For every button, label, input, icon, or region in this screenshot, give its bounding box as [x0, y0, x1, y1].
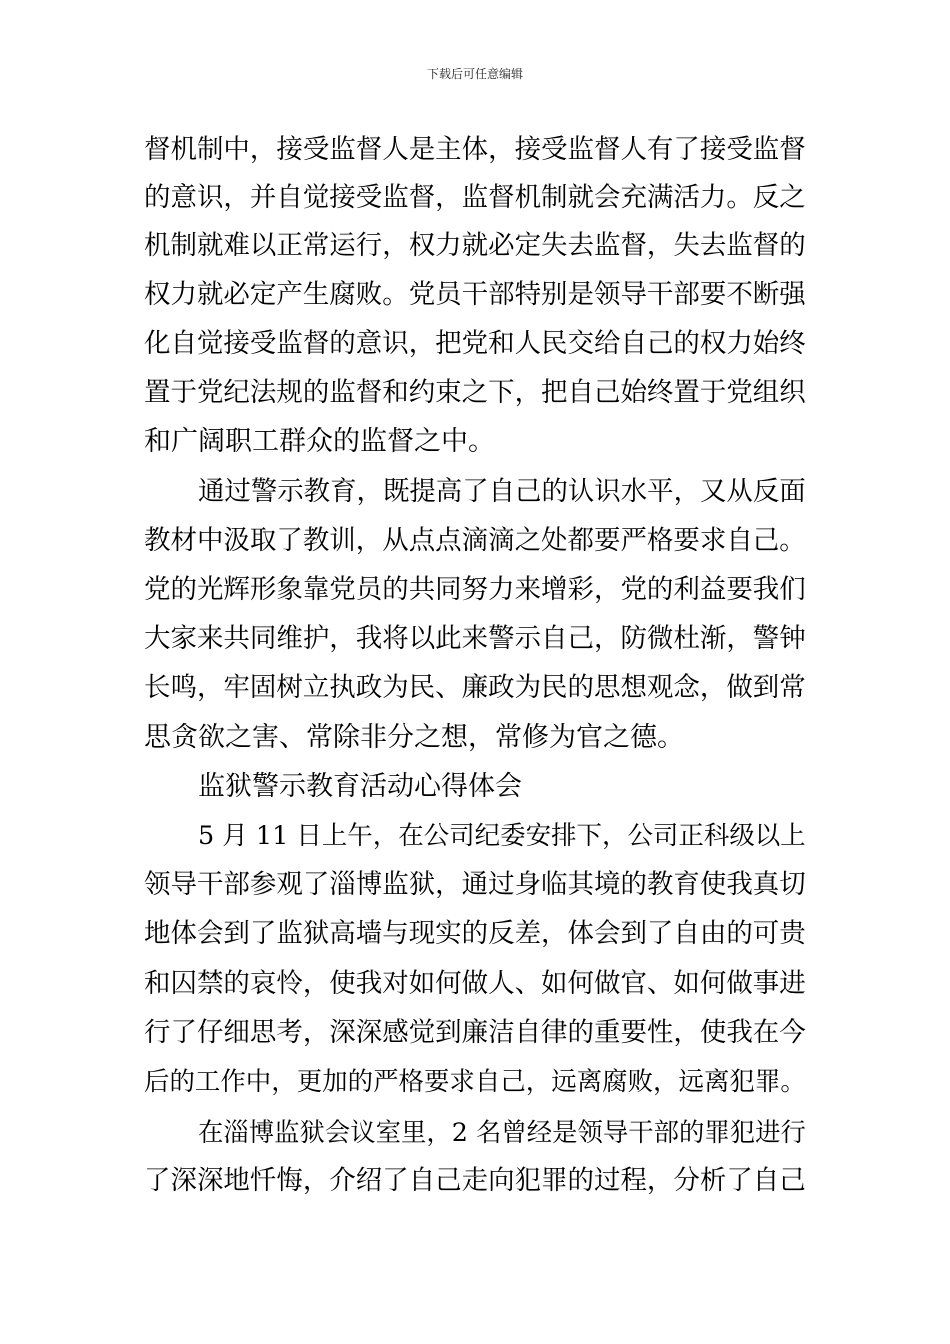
line-text: 5 月 11 日上午，在公司纪委安排下，公司正科级以上	[198, 821, 806, 851]
text-line	[0, 964, 950, 1004]
text-line	[0, 226, 950, 266]
text-line	[0, 914, 950, 954]
text-line	[0, 1161, 950, 1201]
text-line	[0, 1062, 950, 1102]
text-line	[0, 865, 950, 905]
line-text: 后的工作中，更加的严格要求自己，远离腐败，远离犯罪。	[144, 1067, 806, 1097]
text-line	[0, 422, 950, 462]
text-line	[0, 130, 950, 170]
text-line	[0, 178, 950, 218]
text-line	[0, 570, 950, 610]
paragraph-first-line	[0, 472, 950, 512]
line-text: 行了仔细思考，深深感觉到廉洁自律的重要性，使我在今	[144, 1017, 806, 1048]
line-text: 地体会到了监狱高墙与现实的反差，体会到了自由的可贵	[144, 918, 806, 949]
paragraph-first-line	[0, 816, 950, 856]
line-text: 督机制中，接受监督人是主体，接受监督人有了接受监督	[144, 134, 806, 165]
page-header: 下载后可任意编辑	[426, 67, 523, 81]
line-text: 大家来共同维护，我将以此来警示自己，防微杜渐，警钟	[144, 623, 806, 654]
line-text: 化自觉接受监督的意识，把党和人民交给自己的权力始终	[144, 328, 806, 359]
line-text: 通过警示教育，既提高了自己的认识水平，又从反面	[198, 476, 806, 507]
line-text: 机制就难以正常运行，权力就必定失去监督，失去监督的	[144, 230, 806, 261]
section-title	[0, 767, 950, 807]
text-line	[0, 1013, 950, 1053]
line-text: 党的光辉形象靠党员的共同努力来增彩，党的利益要我们	[144, 574, 806, 605]
line-text: 和广阔职工群众的监督之中。	[144, 426, 495, 457]
paragraph-first-line	[0, 1112, 950, 1152]
text-line	[0, 668, 950, 708]
text-line	[0, 718, 950, 758]
section-title-text: 监狱警示教育活动心得体会	[198, 771, 522, 802]
text-line	[0, 324, 950, 364]
text-line	[0, 619, 950, 659]
line-text: 教材中汲取了教训，从点点滴滴之处都要严格要求自己。	[144, 525, 806, 556]
text-line	[0, 275, 950, 315]
line-text: 领导干部参观了淄博监狱，通过身临其境的教育使我真切	[144, 869, 806, 900]
line-text: 权力就必定产生腐败。党员干部特别是领导干部要不断强	[144, 279, 806, 310]
line-text: 长鸣，牢固树立执政为民、廉政为民的思想观念，做到常	[144, 672, 806, 703]
line-text: 思贪欲之害、常除非分之想，常修为官之德。	[144, 722, 684, 753]
text-line	[0, 373, 950, 413]
line-text: 在淄博监狱会议室里，2 名曾经是领导干部的罪犯进行	[198, 1117, 806, 1147]
text-line	[0, 521, 950, 561]
line-text: 和囚禁的哀怜，使我对如何做人、如何做官、如何做事进	[144, 968, 806, 999]
line-text: 了深深地忏悔，介绍了自己走向犯罪的过程，分析了自己	[144, 1165, 806, 1196]
line-text: 的意识，并自觉接受监督，监督机制就会充满活力。反之	[144, 182, 806, 213]
line-text: 置于党纪法规的监督和约束之下，把自己始终置于党组织	[144, 377, 806, 408]
